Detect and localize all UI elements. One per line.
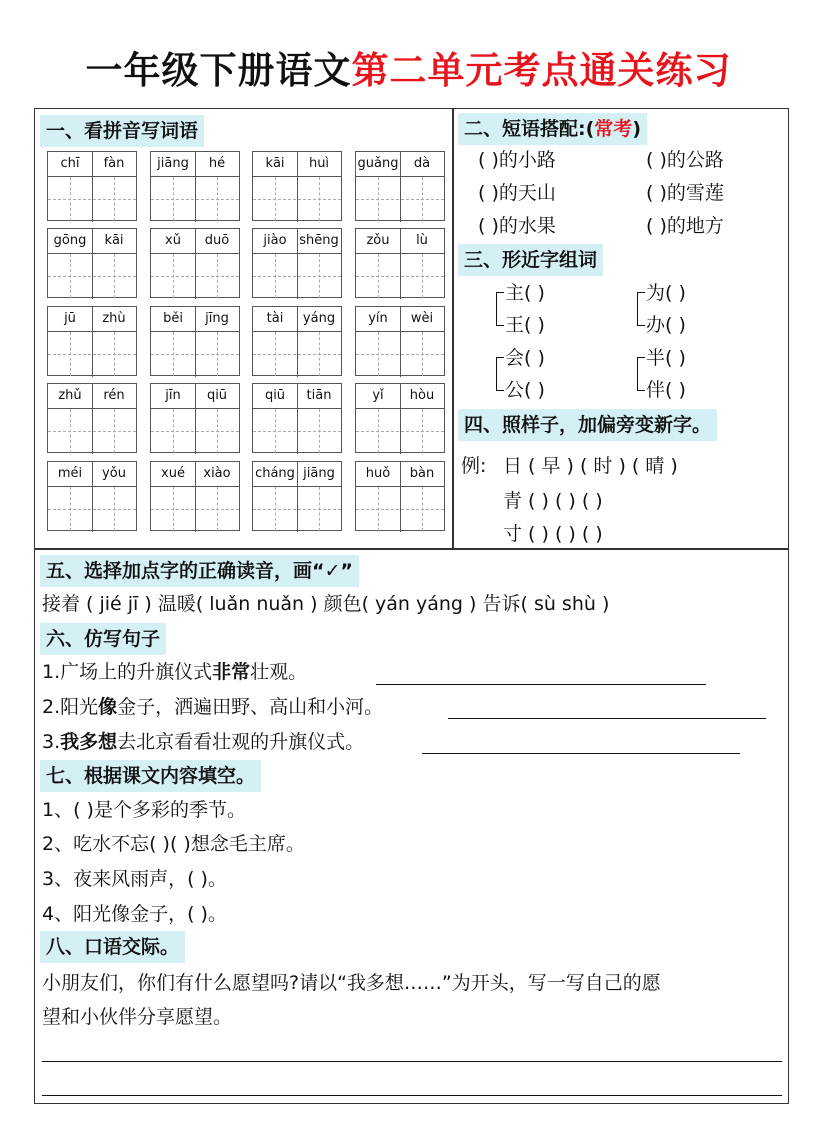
pinyin-syllable: dà <box>413 156 431 171</box>
pinyin-syllable: qiū <box>264 388 286 403</box>
answer-line <box>376 684 706 685</box>
sentence-bold: 像 <box>98 696 118 718</box>
pinyin-syllable: wèi <box>410 311 434 326</box>
radical-row: 日 ( 早 ) ( 时 ) ( 晴 ) <box>503 455 678 477</box>
phrase-item: ( )的公路 <box>646 149 724 171</box>
radical-row: 寸 ( ) ( ) ( ) <box>503 523 603 545</box>
speaking-prompt-line1: 小朋友们，你们有什么愿望吗?请以“我多想……”为开头，写一写自己的愿 <box>42 972 661 994</box>
pinyin-cell[interactable] <box>252 151 342 221</box>
bracket <box>637 292 645 326</box>
title-red: 第二单元考点通关练习 <box>351 49 732 92</box>
pinyin-cell[interactable] <box>355 383 445 453</box>
similar-char-item: 为( ) <box>646 282 686 304</box>
bracket <box>637 357 645 391</box>
pinyin-cell[interactable] <box>150 461 240 531</box>
bracket <box>496 357 504 391</box>
pinyin-syllable: qiū <box>206 388 228 403</box>
writing-line <box>42 1095 782 1096</box>
section2-heading <box>458 113 647 145</box>
sentence-item <box>42 694 383 720</box>
section6-heading: 六、仿写句子 <box>40 623 166 655</box>
pinyin-syllable: zǒu <box>366 233 390 248</box>
pinyin-syllable: jīn <box>165 388 181 403</box>
pinyin-syllable: jīng <box>205 311 229 326</box>
pinyin-syllable: tài <box>266 311 284 326</box>
pinyin-syllable: tiān <box>306 388 332 403</box>
section8-heading: 八、口语交际。 <box>40 931 185 963</box>
pinyin-cell[interactable] <box>47 228 137 298</box>
similar-char-item: 办( ) <box>646 314 686 336</box>
pinyin-syllable: bàn <box>409 466 435 481</box>
example-label: 例: <box>461 455 487 477</box>
pinyin-cell[interactable] <box>150 151 240 221</box>
sentence-text: 金子，洒遍田野、高山和小河。 <box>117 696 384 718</box>
sentence-text: 2.阳光 <box>42 696 99 718</box>
pinyin-syllable: fàn <box>103 156 125 171</box>
similar-char-item: 主( ) <box>505 282 545 304</box>
sentence-text: 壮观。 <box>250 661 308 683</box>
pinyin-syllable: běi <box>163 311 183 326</box>
pinyin-syllable: yáng <box>302 311 336 326</box>
pinyin-cell[interactable] <box>47 151 137 221</box>
phrase-item: ( )的雪莲 <box>646 182 724 204</box>
pinyin-syllable: jū <box>64 311 76 326</box>
pinyin-syllable: jiào <box>263 233 287 248</box>
fill-blank-item: 2、吃水不忘( )( )想念毛主席。 <box>42 833 305 855</box>
pinyin-syllable: hòu <box>409 388 435 403</box>
fill-blank-item: 4、阳光像金子，( )。 <box>42 903 227 925</box>
pinyin-cell[interactable] <box>252 228 342 298</box>
pinyin-syllable: cháng <box>255 466 295 481</box>
similar-char-item: 王( ) <box>505 314 545 336</box>
pinyin-syllable: gōng <box>53 233 87 248</box>
similar-char-item: 会( ) <box>505 347 545 369</box>
pinyin-cell[interactable] <box>252 383 342 453</box>
pinyin-syllable: kāi <box>265 156 285 171</box>
pinyin-cell[interactable] <box>252 306 342 376</box>
fill-blank-item: 3、夜来风雨声，( )。 <box>42 868 227 890</box>
phrase-item: ( )的小路 <box>478 149 556 171</box>
section1-heading: 一、看拼音写词语 <box>40 115 204 147</box>
section4-heading: 四、照样子，加偏旁变新字。 <box>458 409 717 441</box>
pinyin-cell[interactable] <box>150 383 240 453</box>
pinyin-syllable: rén <box>103 388 125 403</box>
pinyin-syllable: xiào <box>203 466 231 481</box>
sentence-text: 去北京看看壮观的升旗仪式。 <box>117 731 365 753</box>
similar-char-item: 半( ) <box>646 347 686 369</box>
pinyin-syllable: yǐ <box>372 388 384 403</box>
sentence-text: 3. <box>42 731 61 753</box>
pinyin-syllable: méi <box>57 466 83 481</box>
pinyin-syllable: zhǔ <box>58 388 82 403</box>
pinyin-cell[interactable] <box>355 151 445 221</box>
page-title <box>0 40 817 94</box>
phrase-item: ( )的水果 <box>478 215 556 237</box>
horizontal-divider <box>34 548 789 550</box>
section2-heading-text: 二、短语搭配:( <box>464 118 595 140</box>
pinyin-syllable: yín <box>368 311 388 326</box>
pinyin-syllable: yǒu <box>102 466 126 481</box>
pinyin-syllable: chī <box>60 156 80 171</box>
pinyin-cell[interactable] <box>150 306 240 376</box>
fill-blank-item: 1、( )是个多彩的季节。 <box>42 799 246 821</box>
speaking-prompt-line2: 望和小伙伴分享愿望。 <box>42 1006 233 1028</box>
bracket <box>496 292 504 326</box>
pinyin-cell[interactable] <box>355 306 445 376</box>
pinyin-cell[interactable] <box>355 228 445 298</box>
pinyin-syllable: zhù <box>102 311 126 326</box>
section5-heading: 五、选择加点字的正确读音，画“✓” <box>40 555 359 587</box>
answer-line <box>448 718 766 719</box>
pinyin-syllable: jiāng <box>157 156 189 171</box>
section2-heading-red: 常考 <box>594 118 633 140</box>
pinyin-syllable: xǔ <box>165 233 181 248</box>
similar-char-item: 公( ) <box>505 379 545 401</box>
reading-choice-line: 接着 ( jié jī ) 温暖( luǎn nuǎn ) 颜色( yán yáng ) 告诉( sù shù ) <box>42 593 610 615</box>
pinyin-cell[interactable] <box>252 461 342 531</box>
writing-line <box>42 1061 782 1062</box>
sentence-item <box>42 659 307 685</box>
phrase-item: ( )的地方 <box>646 215 724 237</box>
pinyin-cell[interactable] <box>47 306 137 376</box>
pinyin-syllable: huǒ <box>365 466 391 481</box>
title-black: 一年级下册语文 <box>85 49 352 92</box>
similar-char-item: 伴( ) <box>646 379 686 401</box>
pinyin-cell[interactable] <box>47 383 137 453</box>
sentence-item <box>42 729 364 755</box>
radical-row: 青 ( ) ( ) ( ) <box>503 490 603 512</box>
pinyin-syllable: guǎng <box>357 156 399 171</box>
vertical-divider <box>452 108 454 549</box>
pinyin-syllable: hé <box>208 156 226 171</box>
section3-heading: 三、形近字组词 <box>458 244 603 276</box>
pinyin-syllable: lù <box>416 233 428 248</box>
pinyin-cell[interactable] <box>355 461 445 531</box>
sentence-bold: 我多想 <box>60 731 118 753</box>
answer-line <box>422 753 740 754</box>
section2-heading-end: ) <box>632 118 641 140</box>
pinyin-syllable: kāi <box>104 233 124 248</box>
sentence-bold: 非常 <box>212 661 251 683</box>
phrase-item: ( )的天山 <box>478 182 556 204</box>
sentence-text: 1.广场上的升旗仪式 <box>42 661 213 683</box>
pinyin-syllable: shēng <box>299 233 339 248</box>
section7-heading: 七、根据课文内容填空。 <box>40 760 261 792</box>
pinyin-syllable: huì <box>308 156 330 171</box>
pinyin-syllable: duō <box>204 233 230 248</box>
pinyin-cell[interactable] <box>47 461 137 531</box>
pinyin-syllable: jiāng <box>303 466 335 481</box>
pinyin-syllable: xué <box>161 466 185 481</box>
pinyin-cell[interactable] <box>150 228 240 298</box>
